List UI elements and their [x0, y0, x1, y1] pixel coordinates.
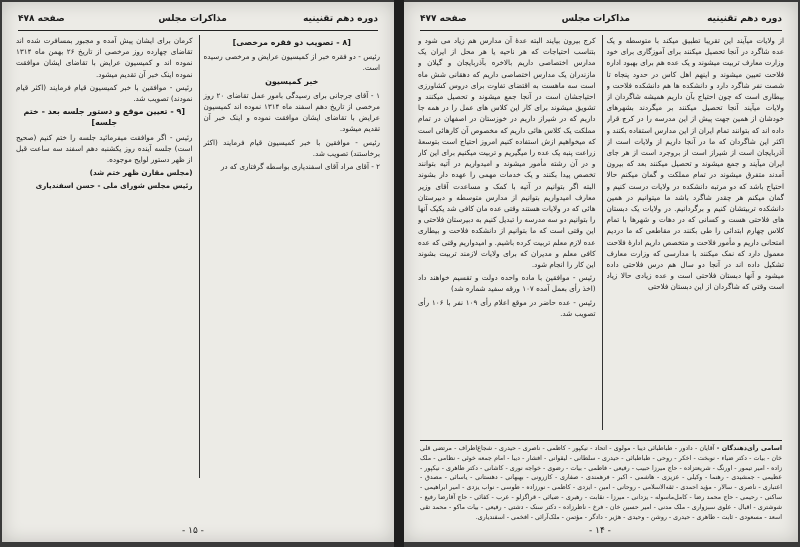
journal-title: مذاکرات مجلس: [158, 14, 227, 24]
text-columns: [16, 35, 380, 478]
session-label: دوره دهم تقنینیه: [303, 14, 378, 24]
paragraph: کرج بیرون بیایند البته عدهٔ آن مدارس هم زیاد می شود و بتناسب احتیاجات که هر ناحیه یا هر محل از ایران یک مدارس اختصاصی داریم بالاخره بآذربایجان و گیلان و مازندران یک مدارس اختصاصی داریم که دهقانی شش ماه است سه ماهست به اقتضای تفاوت برای دروس کشاورزی احتیاجشان است در آنجا جمع میشوند و تحصیل میکنند و تشویق میشوند برای کار این کلاس های عمل را در همه جا داریم که در شیراز داریم در خوزستان در اصفهان در تمام مملکت یک کلاس هائی داریم که مخصوص آن کارهائی است که میخواهیم ازش استفاده کنیم امروز احتیاج است بتوسعهٔ زراعت پنبه یک عده را میگیریم و تربیت میکنیم برای این کار و در آن رشته مأمور میشوند و امیدواریم در آتیه بتوانند تخصص پیدا بکنند و یک خدمات مهمی را عهده دار بشوند البته اگر بتوانیم در آتیه با کمک و مساعدت آقای وزیر معارف امیدواریم بتوانیم از مدارس متوسطه و دبیرستان هائی که در ولایات هستند وقتی عده مان کافی شد یکیک آنها را بتوانیم دو سه مدرسه را تبدیل کنیم به دبیرستان فلاحتی و این وقتی است که ما بتوانیم از دانشکده فلاحت و بیطاری عده لازم معلم تربیت کرده باشیم. و امیدواریم وقتی که عده کافی معلم و مدیران که برای ولایات لازمند تربیت بشوند این کار را انجام شود.: [418, 36, 596, 270]
voters-title: اسامی رأی‌دهندگان -: [716, 445, 782, 452]
page-header: [420, 12, 782, 31]
journal-title: مذاکرات مجلس: [561, 14, 630, 24]
paragraph: ۱ - آقای جرجانی برای رسیدگی بامور عمل تقاضای ۲۰ روز مرخصی از تاریخ دهم اسفند ماه ۱۳۱۴ نموده اند کمیسیون عرایض با تقاضای ایشان موافقت نموده و اینک خبر آن تقدیم میشود.: [203, 90, 380, 134]
page-477: [404, 2, 798, 542]
paragraph: از ولایات میآیند این تقریبا تطبیق میکند با متوسطه و یک عده شاگرد در آنجا تحصیل میکنند برای آموزگاری برای خود وزارت معارف تربیت میشوند و یک عده هم برای بهبود اداره فلاحت تعیین میشوند و اینهم اهل کاس در حدود پنجاه تا شصت نفر شاگرد دارد و دانشکده ها هم دانشکده فلاحت و بیطاری است که چون احتیاج بآن داریم همیشه شاگردان از ولایات میآیند آنجا تحصیل میکنند بر میگردند بشهرهای خودشان از همین جهت پیش از این مدرسه را در کرج قرار داده اند که بتوانند تمام ایران از این مدارس استفاده بکنند و اکثر این شاگردان که ما در آنجا داریم از ولایات است از آذربایجان است از شیراز است از بروجرد است از هر جای ایران میآیند و جمع میشوند و تحصیل میکنند بعد که بیرون آمدند متفرق میشوند در تمام مملکت و گمان میکنم حالا احتیاج باشد که دو مرتبه دانشکده در ولایات درست کنیم و گمان میکنم هر چقدر شاگرد باشد ما میتوانیم در همین دانشکده تربیتشان کنیم و برگردانیم. در ولایات یک دبستان های فلاحتی هست و کسانی که در دهات و شهرها با تمام کلاس چهارم ابتدائی را طی بکنند در مقاطعی که ما دردیم امتحانی داریم و مأمور فلاحت و متخصص داریم ادارهٔ فلاحت معمول دارد که نمک میکنند با مدارسی که وزارت معارف تشکیل داده اند در آنجا دو سال هم درس فلاحتی داده میشود و آنها دبستان فلاحتی است و عده زیادی حالا زیاد است وقتی که شاگردان از این دبستان فلاحتی: [606, 36, 784, 292]
page-header: [18, 12, 378, 31]
left-column: [418, 35, 596, 430]
right-column: [607, 35, 785, 430]
members-divider: [420, 440, 782, 441]
page-number-label: صفحه ۴۷۸: [18, 14, 65, 24]
column-divider: [602, 35, 603, 430]
voters-names: آقایان - دادور - طباطبائی دیبا - مولوی - اتحاد - نیکپور - کاظمی - ناصری - حیدری - شجاع‌اطراف - مرتضی قلی خان - بیات - دکتر ضیاء - نوبخت - اخکر - روحی - طباطبائی - حیدری - سلطانی - لیقوانی - افشار - دیبا - امام جمعه خوئی - نظامی - ملک زاده - امیر تیمور - اورنگ - شریعتزاده - حاج میرزا حبیب - رفیعی - فاطمی - بیات - رضوی - خواجه نوری - کاشانی - دکتر طاهری - نیکپور - عظیمی - جمشیدی - رهنما - وکیلی - عزیزی - هاشمی - اکبر - فرهمندی - صفاری - کازرونی - بهبهانی - دهستانی - یاسائی - مصدق - اعتباری - ناصری - سالار - مؤید احمدی - ثقه‌الاسلامی - روحانی - امین - ایزدی - کاظمی - نورزاده - طوسی - نواب یزدی - امیر ابراهیمی - ساکنی - رحیمی - حاج محمد رضا - کامل‌ماسوله - یزدانی - میرزا - نقابت - رهبری - ضیائی - قراگزلو - عرب - کفائی - حاج آقارضا رفیع - شوشتری - اقبال - علوی سبزواری - ملک مدنی - امیر حسین خان - فرخ - ناظرزاده - دکتر سنک - دشتی - رفیعی - بیات ماکو - محمد تقی اسعد - مسعودی - ثابت - طاهری - حیدری - روشن - وحیدی - هژیر - دادگر - مؤتمن - ملک‌آرائی - افخمی - اسفندیاری.: [420, 445, 782, 521]
paragraph: رئیس - اگر موافقت میفرمائید جلسه را ختم کنیم (صحیح است) جلسه آینده روز یکشنبه دهم اسفند سه ساعت قبل از ظهر دستور لوایح موجوده.: [16, 132, 193, 165]
paragraph: رئیس - عده حاضر در موقع اعلام رأی ۱۰۹ نفر با ۱۰۶ رأی تصویب شد.: [418, 297, 596, 318]
voters-list: [420, 444, 782, 524]
paragraph: رئیس مجلس شورای ملی - حسن اسفندیاری: [35, 181, 193, 191]
paragraph: رئیس - موافقین با خبر کمیسیون قیام فرمایند (اکثر قیام نمودند) تصویب شد.: [16, 82, 193, 104]
section-heading: خبر کمیسیون: [265, 76, 319, 86]
column-divider: [199, 35, 200, 478]
paragraph: رئیس - دو فقره خبر از کمیسیون عرایض و مرخصی رسیده است.: [203, 52, 380, 73]
book-gutter: [394, 0, 404, 547]
paragraph: رئیس - موافقین با خبر کمیسیون قیام فرمایند (اکثر برخاستند) تصویب شد.: [203, 137, 380, 158]
right-column: [203, 35, 380, 478]
paragraph: رئیس - موافقین با ماده واحده دولت و تقسیم خواهند داد (اخذ رأی بعمل آمده ۱۰۷ ورقه سفید شماره شد): [418, 273, 596, 294]
paragraph: ۲ - آقای مراد آقای اسفندیاری بواسطه گرفتاری که در: [220, 162, 380, 172]
section-heading: [۸ - تصویب دو فقره مرخصی]: [232, 38, 351, 47]
paragraph: کرمان برای ایشان پیش آمده و مجبور بمسافرت شده اند تقاضای چهارده روز مرخصی از تاریخ ۲۶ بهمن ماه ۱۳۱۴ نموده اند و کمیسیون عرایض با تقاضای ایشان موافقت نموده اینک خبر آن تقدیم میشود.: [16, 36, 193, 79]
session-label: دوره دهم تقنینیه: [707, 14, 782, 24]
text-columns: [418, 35, 784, 430]
page-number-label: صفحه ۴۷۷: [420, 14, 467, 24]
page-footer: - ۱۵ -: [182, 526, 204, 536]
left-column: [16, 35, 193, 478]
page-footer: - ۱۴ -: [589, 526, 611, 536]
page-478: [2, 2, 394, 542]
paragraph: (مجلس مقارن ظهر ختم شد): [89, 168, 193, 178]
section-heading: [۹ - تعیین موقع و دستور جلسه بعد - ختم جلسه]: [23, 107, 185, 128]
